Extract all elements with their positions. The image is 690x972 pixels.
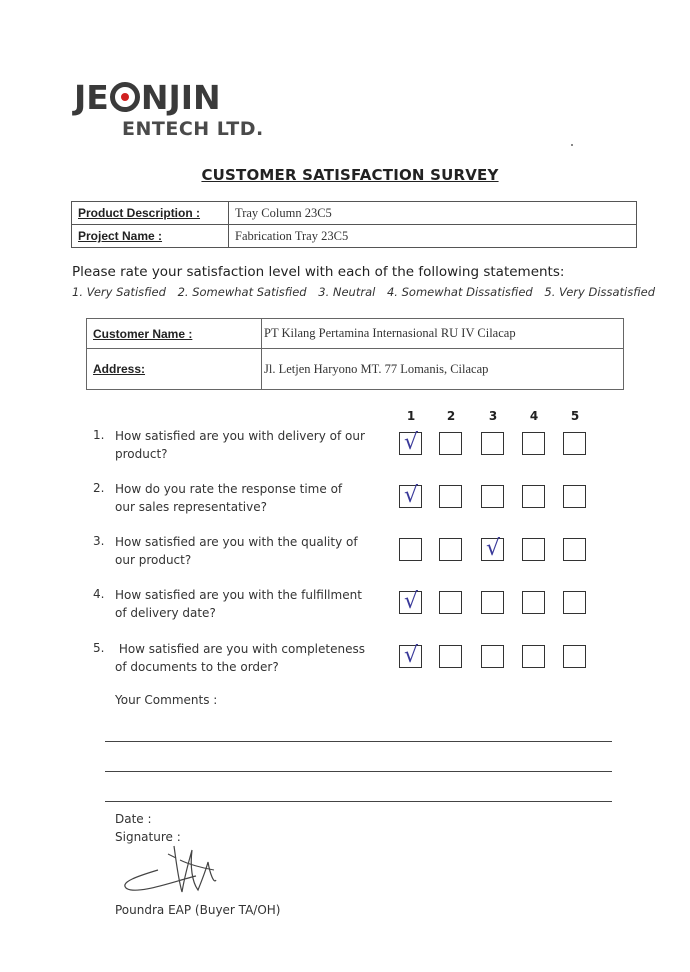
scale-item: 4. Somewhat Dissatisfied xyxy=(386,285,533,299)
rating-scale xyxy=(72,285,663,299)
question-text-line: How do you rate the response time of xyxy=(115,482,343,496)
rating-checkbox[interactable] xyxy=(522,432,545,455)
rating-column-header: 4 xyxy=(529,409,539,423)
rating-checkbox[interactable] xyxy=(399,485,422,508)
question-text xyxy=(115,428,365,463)
logo-text-left: JE xyxy=(74,78,109,117)
comment-line[interactable] xyxy=(105,801,612,802)
rating-checkbox[interactable] xyxy=(522,485,545,508)
checkmark-icon: √ xyxy=(403,430,419,455)
rating-checkbox[interactable] xyxy=(439,538,462,561)
comment-line[interactable] xyxy=(105,741,612,742)
product-description-label: Product Description : xyxy=(72,202,229,225)
rating-checkbox[interactable] xyxy=(563,538,586,561)
product-table xyxy=(71,201,637,248)
rating-column-header: 2 xyxy=(446,409,456,423)
customer-name-label: Customer Name : xyxy=(87,319,262,349)
rating-checkbox[interactable] xyxy=(481,432,504,455)
question-text-line: of documents to the order? xyxy=(115,659,279,674)
scale-item: 2. Somewhat Satisfied xyxy=(177,285,307,299)
rating-checkbox[interactable] xyxy=(563,485,586,508)
rating-checkbox[interactable] xyxy=(399,432,422,455)
rating-checkbox[interactable] xyxy=(439,485,462,508)
question-text-line: our sales representative? xyxy=(115,499,267,514)
scale-item: 3. Neutral xyxy=(318,285,376,299)
rating-checkbox[interactable] xyxy=(399,538,422,561)
date-label: Date : xyxy=(115,812,152,826)
scale-item: 1. Very Satisfied xyxy=(72,285,166,299)
rating-checkbox[interactable] xyxy=(481,538,504,561)
page-title: CUSTOMER SATISFACTION SURVEY xyxy=(201,166,499,184)
logo-text-right: NJIN xyxy=(140,78,221,117)
rating-checkbox[interactable] xyxy=(439,591,462,614)
rating-checkbox[interactable] xyxy=(522,538,545,561)
address-value: Jl. Letjen Haryono MT. 77 Lomanis, Cilacap xyxy=(262,349,624,390)
address-label: Address: xyxy=(87,349,262,390)
customer-table xyxy=(86,318,624,390)
rating-checkbox[interactable] xyxy=(439,432,462,455)
signature-label: Signature : xyxy=(115,830,181,844)
rating-column-header: 5 xyxy=(570,409,580,423)
rating-checkbox[interactable] xyxy=(563,645,586,668)
project-name-label: Project Name : xyxy=(72,225,229,248)
question-number: 4. xyxy=(93,587,105,601)
logo-ring-icon xyxy=(110,82,140,112)
customer-name-value: PT Kilang Pertamina Internasional RU IV Cilacap xyxy=(262,319,624,349)
comments-label: Your Comments : xyxy=(115,693,218,707)
question-number: 3. xyxy=(93,534,105,548)
rating-checkbox[interactable] xyxy=(439,645,462,668)
table-row xyxy=(72,225,637,248)
rating-checkbox[interactable] xyxy=(563,432,586,455)
question-text-line: How satisfied are you with the fulfillment xyxy=(115,588,362,602)
question-text xyxy=(115,587,365,622)
rating-checkbox[interactable] xyxy=(522,591,545,614)
checkmark-icon: √ xyxy=(403,589,419,614)
signer-name: Poundra EAP (Buyer TA/OH) xyxy=(115,903,281,917)
question-number: 1. xyxy=(93,428,105,442)
product-description-value: Tray Column 23C5 xyxy=(229,202,637,225)
table-row xyxy=(87,319,624,349)
question-text-line: our product? xyxy=(115,552,192,567)
table-row xyxy=(72,202,637,225)
checkmark-icon: √ xyxy=(403,643,419,668)
table-row xyxy=(87,349,624,390)
instruction-text: Please rate your satisfaction level with each of the following statements: xyxy=(72,264,565,280)
question-number: 5. xyxy=(93,641,105,655)
scale-item: 5. Very Dissatisfied xyxy=(544,285,656,299)
checkmark-icon: √ xyxy=(403,483,419,508)
rating-checkbox[interactable] xyxy=(522,645,545,668)
company-subtitle: ENTECH LTD. xyxy=(122,118,264,140)
question-text xyxy=(115,481,365,516)
rating-checkbox[interactable] xyxy=(399,645,422,668)
handwritten-signature xyxy=(118,840,228,900)
rating-checkbox[interactable] xyxy=(481,591,504,614)
rating-checkbox[interactable] xyxy=(481,485,504,508)
company-logo xyxy=(74,80,221,116)
question-text xyxy=(115,641,365,676)
question-text-line: How satisfied are you with the quality of xyxy=(115,535,358,549)
question-text-line: product? xyxy=(115,446,168,461)
question-text xyxy=(115,534,365,569)
question-text-line: of delivery date? xyxy=(115,605,216,620)
project-name-value: Fabrication Tray 23C5 xyxy=(229,225,637,248)
question-text-line: How satisfied are you with completeness xyxy=(115,642,365,656)
rating-column-header: 1 xyxy=(406,409,416,423)
stray-dot xyxy=(571,144,573,146)
rating-checkbox[interactable] xyxy=(399,591,422,614)
question-number: 2. xyxy=(93,481,105,495)
checkmark-icon: √ xyxy=(485,536,501,561)
rating-checkbox[interactable] xyxy=(563,591,586,614)
comment-line[interactable] xyxy=(105,771,612,772)
question-text-line: How satisfied are you with delivery of our xyxy=(115,429,365,443)
rating-checkbox[interactable] xyxy=(481,645,504,668)
rating-column-header: 3 xyxy=(488,409,498,423)
